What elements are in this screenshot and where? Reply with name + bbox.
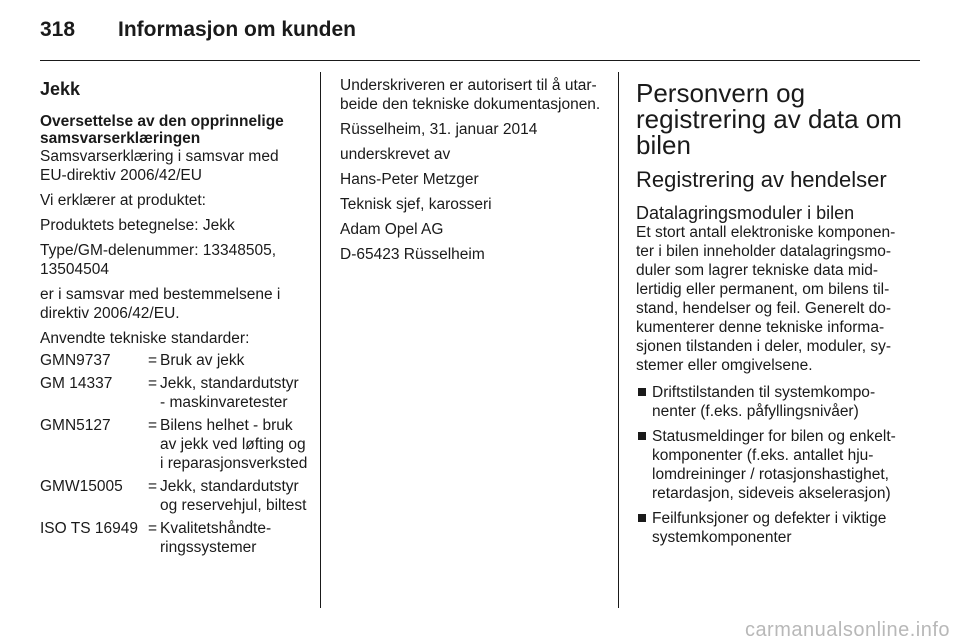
standard-description: Bruk av jekk [160,352,245,369]
paragraph: Adam Opel AG [340,221,444,238]
equals-sign: = [148,520,158,537]
column-middle [340,76,608,270]
paragraph: er i samsvar med bestemmelsene i direktiv 2006/42/EU. [40,286,281,322]
page-header [40,18,920,50]
header-divider [40,60,920,61]
standard-code: GMN5127 [40,417,111,434]
list-item [636,509,908,547]
paragraph: Type/GM-delenummer: 13348505, 13504504 [40,242,277,278]
section-heading: Registrering av hendelser [636,167,887,192]
standard-row [40,416,308,473]
paragraph: Underskriveren er autorisert til å utarbeide den tekniske dokumentasjonen. [340,77,601,113]
list-item [636,427,908,503]
subheading: Oversettelse av den opprinnelige samsvarserklæringen [40,113,284,147]
paragraph: Teknisk sjef, karosseri [340,196,492,213]
standard-code: ISO TS 16949 [40,520,138,537]
standards-table [40,351,308,557]
paragraph: underskrevet av [340,146,451,163]
paragraph: Rüsselheim, 31. januar 2014 [340,121,538,138]
equals-sign: = [148,417,158,434]
standard-code: GM 14337 [40,375,113,392]
column-left [40,76,308,561]
paragraph: Et stort antall elektroniske komponenter i bilen inneholder datalagringsmoduler som lagrer tekniske data midlertidig eller permanent, om bilens tilstand, hendelser og feil. Generelt dokumenterer denne tekniske informasjonen tilstanden i deler, moduler, systemer eller omgivelsene. [636,224,896,374]
watermark: carmanualsonline.info [744,619,950,641]
equals-sign: = [148,478,158,495]
standard-row [40,351,308,370]
equals-sign: = [148,375,158,392]
column-right [636,76,908,553]
paragraph: Anvendte tekniske standarder: [40,330,250,347]
square-bullet-icon [638,514,646,522]
list-item [636,383,908,421]
paragraph: Produktets betegnelse: Jekk [40,217,235,234]
standard-row [40,374,308,412]
page-title: Informasjon om kunden [118,18,357,41]
page-number: 318 [40,18,76,41]
standard-row [40,477,308,515]
list-item-text: Statusmeldinger for bilen og enkeltkomponenter (f.eks. antallet hjulomdreininger / rotasjonshastighet, retardasjon, sideveis akselerasjon) [652,428,896,502]
paragraph: D-65423 Rüsselheim [340,246,485,263]
paragraph: Samsvarserklæring i samsvar med EU-direktiv 2006/42/EU [40,148,279,184]
chapter-heading: Personvern og registrering av data om bilen [636,78,902,160]
subsection-heading: Datalagringsmoduler i bilen [636,203,855,223]
bullet-list [636,383,908,547]
standard-row [40,519,308,557]
standard-code: GMW15005 [40,478,123,495]
square-bullet-icon [638,388,646,396]
standard-code: GMN9737 [40,352,111,369]
list-item-text: Driftstilstanden til systemkomponenter (f.eks. påfyllingsnivåer) [652,384,876,420]
standard-description: Bilens helhet - bruk av jekk ved løfting og i reparasjonsverksted [160,417,308,472]
equals-sign: = [148,352,158,369]
column-divider [618,72,619,608]
column-divider [320,72,321,608]
standard-description: Jekk, standardutstyr - maskinvaretester [160,375,299,411]
section-heading: Jekk [40,79,81,99]
square-bullet-icon [638,432,646,440]
paragraph: Vi erklærer at produktet: [40,192,206,209]
list-item-text: Feilfunksjoner og defekter i viktige systemkomponenter [652,510,887,546]
standard-description: Jekk, standardutstyr og reservehjul, biltest [160,478,307,514]
paragraph: Hans-Peter Metzger [340,171,479,188]
standard-description: Kvalitetshåndteringssystemer [160,520,272,556]
